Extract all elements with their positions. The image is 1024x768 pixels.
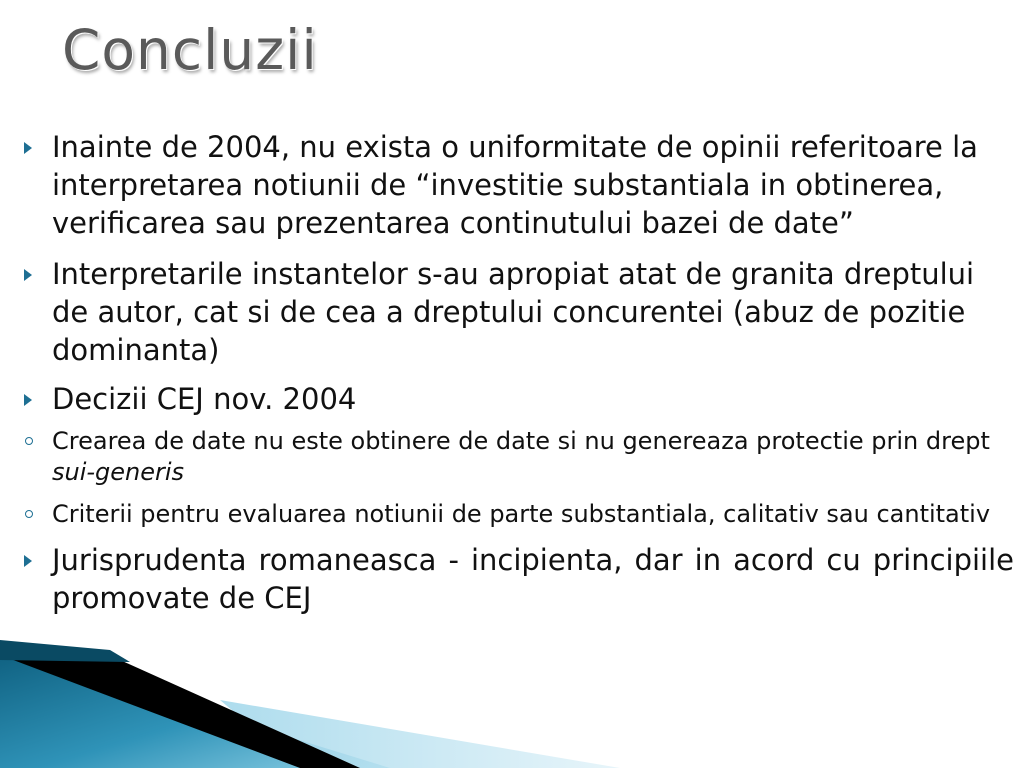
slide-title: Concluzii (62, 18, 318, 82)
bullet-text: Interpretarile instantelor s-au apropiat atat de granita dreptului de autor, cat si de cea a dreptului concurentei (abuz de pozitie dominanta) (52, 257, 975, 367)
bullet-item (22, 255, 1014, 369)
bullet-item (22, 128, 1014, 242)
sub-bullet-text: Criterii pentru evaluarea notiunii de parte substantiala, calitativ sau cantitativ (52, 500, 991, 528)
decor-dark-stripe (0, 640, 130, 662)
ring-bullet-icon (25, 510, 33, 518)
bullet-item (22, 380, 1014, 418)
triangle-right-bullet-icon (24, 142, 32, 154)
bullet-text: Decizii CEJ nov. 2004 (52, 382, 357, 416)
sub-bullet-item (22, 426, 1014, 488)
sub-bullet-text-main: Crearea de date nu este obtinere de date si nu genereaza protectie prin drept (52, 427, 990, 455)
sub-bullet-text (52, 426, 1014, 488)
triangle-right-bullet-icon (24, 555, 32, 567)
sub-bullet-item (22, 499, 1014, 530)
triangle-right-bullet-icon (24, 269, 32, 281)
bullet-text: Jurisprudenta romaneasca - incipienta, dar in acord cu principiile promovate de CEJ (52, 543, 1014, 615)
ring-bullet-icon (25, 437, 33, 445)
bullet-item (22, 541, 1014, 617)
bullet-list (22, 128, 1014, 628)
triangle-right-bullet-icon (24, 394, 32, 406)
bullet-text: Inainte de 2004, nu exista o uniformitate de opinii referitoare la interpretarea notiunii de “investitie substantiala in obtinerea, verificarea sau prezentarea continutului bazei de date” (52, 130, 978, 240)
sub-bullet-text-italic: sui-generis (52, 458, 185, 486)
